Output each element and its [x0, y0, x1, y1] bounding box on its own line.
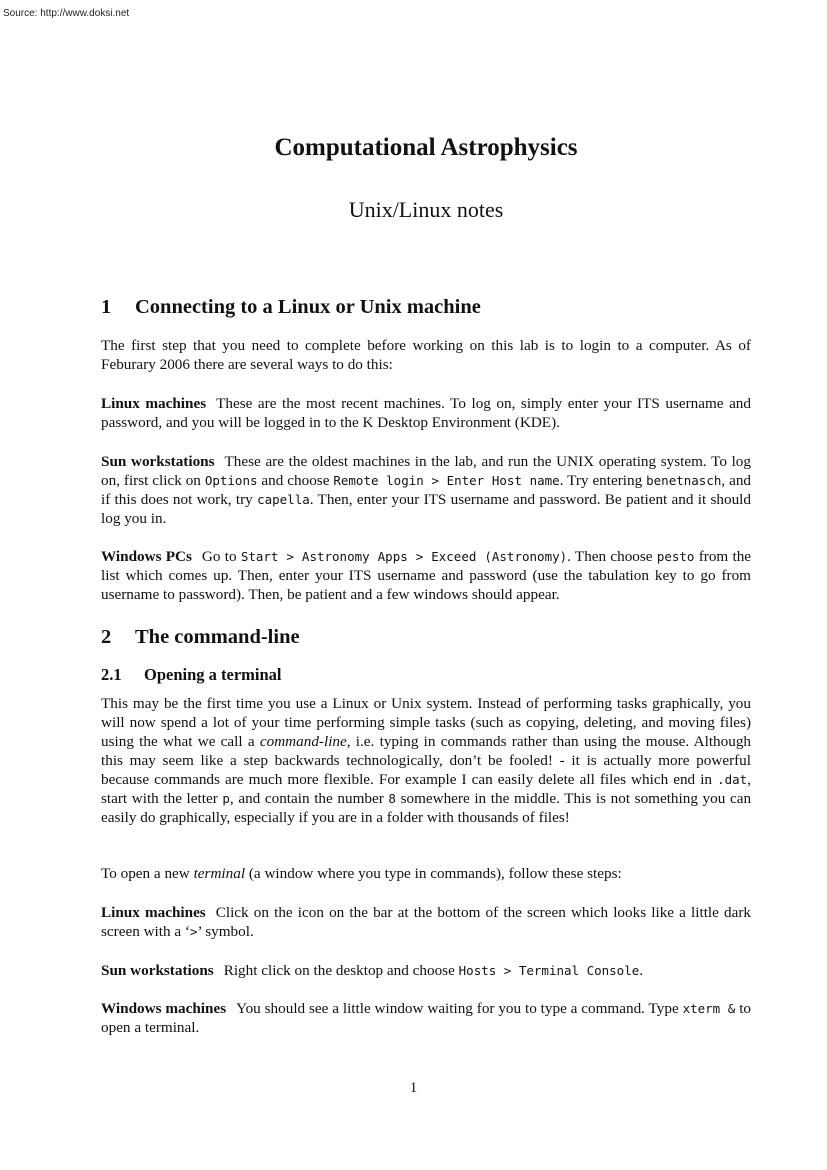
linux-machines-paragraph: [101, 394, 751, 432]
text-run: ’ symbol.: [197, 923, 254, 940]
section-2-title: The command-line: [135, 626, 300, 648]
text-run: and choose: [261, 472, 330, 489]
run-in-heading: Sun workstations: [101, 453, 215, 470]
text-run: . Then, enter your ITS username and password. Be patient and it should log you in.: [101, 491, 752, 527]
text-run: Click on the icon on the bar at the bottom of the screen which looks like a little dark screen with a ‘: [101, 904, 751, 940]
code-terminal-console: Hosts > Terminal Console: [458, 963, 640, 978]
text-run: . Try entering: [559, 472, 643, 489]
code-start-path: Start > Astronomy Apps > Exceed (Astronomy): [240, 549, 568, 564]
section-2-heading: [101, 626, 300, 649]
text-run: to open a terminal.: [101, 1000, 752, 1036]
code-options: Options: [204, 473, 258, 488]
text-run: .: [639, 962, 644, 979]
text-run: This may be the first time you use a Linux or Unix system. Instead of performing tasks graphically, you will now spend a lot of your time performing simple tasks (such as copying, deleting, and moving files) using the what we call a: [101, 695, 751, 750]
code-remote-login: Remote login > Enter Host name: [333, 473, 560, 488]
terminal-linux-paragraph: [101, 903, 751, 941]
text-run: , start with the letter: [101, 771, 751, 807]
command-line-paragraph: [101, 694, 751, 827]
code-p: p: [222, 791, 230, 806]
text-run: (a window where you type in commands), follow these steps:: [248, 865, 622, 882]
paragraph-text: These are the most recent machines. To log on, simply enter your ITS username and password, and you will be logged in to the K Desktop Environment (KDE).: [101, 395, 751, 431]
text-run: . Then choose: [567, 548, 653, 565]
code-xterm: xterm &: [682, 1001, 736, 1016]
emphasis-command-line: command-line: [259, 733, 347, 750]
section-1-number: 1: [101, 296, 112, 318]
code-pesto: pesto: [656, 549, 695, 564]
code-capella: capella: [257, 492, 310, 507]
text-run: somewhere in the middle. This is not something you can easily do graphically, especially if you are in a folder with thousands of files!: [101, 790, 752, 826]
code-dat: .dat: [717, 772, 748, 787]
run-in-heading: Windows machines: [101, 1000, 227, 1017]
section-1-title: Connecting to a Linux or Unix machine: [135, 296, 481, 318]
open-terminal-paragraph: [101, 864, 751, 883]
code-prompt-symbol: >: [189, 924, 198, 939]
emphasis-terminal: terminal: [193, 865, 246, 882]
text-run: Go to: [201, 548, 237, 565]
intro-paragraph: The first step that you need to complete before working on this lab is to login to a computer. As of Feburary 2006 there are several ways to do this:: [101, 337, 751, 373]
sun-workstations-paragraph: [101, 452, 751, 528]
text-run: To open a new: [101, 865, 190, 882]
text-run: These are the oldest machines in the lab, and run the UNIX operating system. To log on, first click on: [101, 453, 751, 489]
code-benetnasch: benetnasch: [646, 473, 722, 488]
text-run: , and contain the number: [229, 790, 384, 807]
terminal-sun-paragraph: [101, 961, 751, 980]
windows-pcs-paragraph: [101, 547, 751, 604]
page-number: 1: [409, 1080, 418, 1096]
document-title: Computational Astrophysics: [274, 134, 578, 161]
subsection-2-1-number: 2.1: [101, 665, 122, 684]
section-2-number: 2: [101, 626, 112, 648]
source-url: Source: http://www.doksi.net: [3, 8, 130, 19]
run-in-heading: Linux machines: [101, 904, 206, 921]
run-in-heading: Sun workstations: [101, 962, 214, 979]
text-run: , i.e. typing in commands rather than using the mouse. Although this may seem like a step backwards technologically, don’t be fooled! - it is actually more powerful because commands are much more flexible. For example I can easily delete all files which end in: [101, 733, 752, 788]
terminal-windows-paragraph: [101, 999, 751, 1037]
code-8: 8: [388, 791, 396, 806]
text-run: from the list which comes up. Then, enter your ITS username and password (use the tabulation key to go from username to password). Then, be patient and a few windows should appear.: [101, 548, 752, 603]
section-1-heading: [101, 296, 481, 319]
run-in-heading: Linux machines: [101, 395, 207, 412]
text-run: Right click on the desktop and choose: [223, 962, 455, 979]
text-run: You should see a little window waiting for you to type a command. Type: [236, 1000, 679, 1017]
run-in-heading: Windows PCs: [101, 548, 192, 565]
text-run: , and if this does not work, try: [101, 472, 752, 508]
section-1-intro: [101, 336, 751, 374]
subsection-2-1-heading: [101, 665, 282, 685]
subsection-2-1-title: Opening a terminal: [144, 665, 282, 684]
document-subtitle: Unix/Linux notes: [348, 197, 504, 222]
